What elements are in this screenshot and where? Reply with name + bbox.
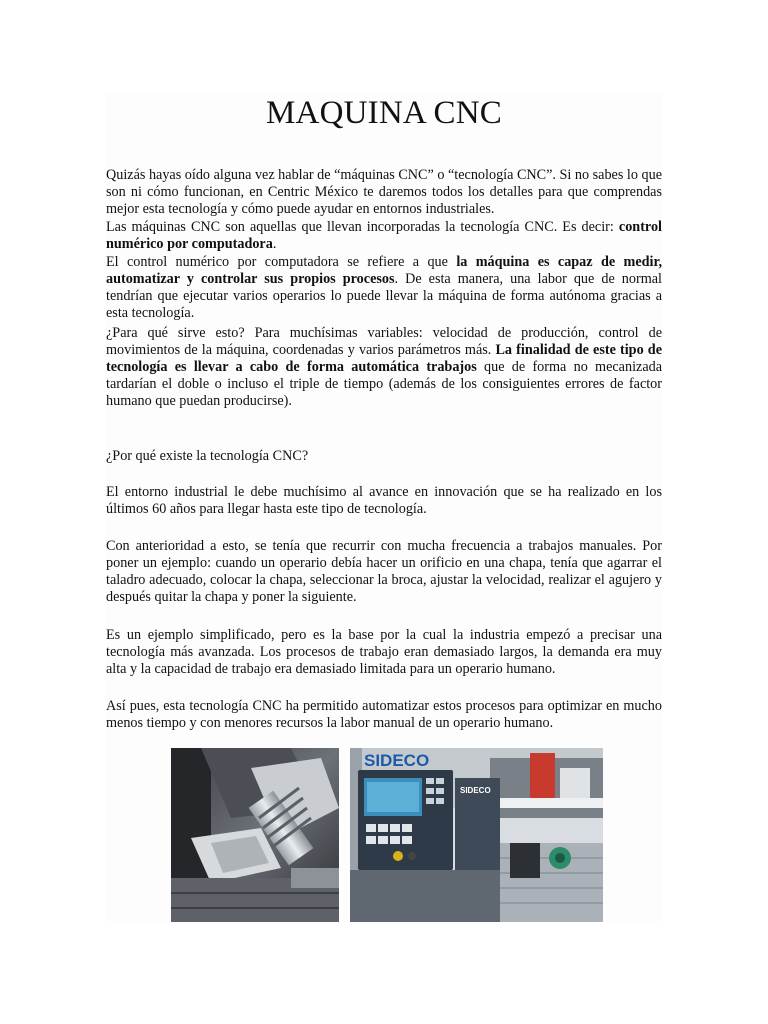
paragraph-control: El control numérico por computadora se refiere a que la máquina es capaz de medir, automatizar y controlar sus propios procesos. De esta manera, una labor que de normal tendrían que ejecutar varios operarios lo puede llevar la máquina de forma autónoma gracias a esta tecnología. [106, 254, 662, 322]
cnc-control-station-photo [350, 748, 603, 922]
cnc-milling-illustration [171, 748, 339, 922]
panel-logo: SIDECO [460, 786, 491, 795]
bold-phrase: la máquina es capaz de medir, automatizar y controlar sus propios procesos [106, 254, 662, 288]
paragraph-definition: Las máquinas CNC son aquellas que llevan incorporadas la tecnología CNC. Es decir: control numérico por computadora. [106, 219, 662, 253]
cnc-milling-photo [171, 748, 339, 922]
bold-phrase: La finalidad de este tipo de tecnología es llevar a cabo de forma automática trabajos [106, 342, 662, 376]
cnc-station-illustration [350, 748, 603, 922]
paragraph-conclusion: Así pues, esta tecnología CNC ha permitido automatizar estos procesos para optimizar en mucho menos tiempo y con menores recursos la labor manual de un operario humano. [106, 698, 662, 732]
bold-phrase: control numérico por computadora [106, 219, 662, 253]
sideco-logo: SIDECO [364, 751, 430, 770]
document-title: MAQUINA CNC [266, 95, 502, 131]
paragraph-purpose: ¿Para qué sirve esto? Para muchísimas variables: velocidad de producción, control de movimientos de la máquina, coordenadas y varios parámetros más. La finalidad de este tipo de tecnología es llevar a cabo de forma automática trabajos que de forma no mecanizada tardarían el doble o incluso el triple de tiempo (además de los consiguientes errores de factor humano que puedan producirse). [106, 325, 663, 410]
section-heading: ¿Por qué existe la tecnología CNC? [106, 448, 309, 464]
paragraph-history: El entorno industrial le debe muchísimo al avance en innovación que se ha realizado en los últimos 60 años para llegar hasta este tipo de tecnología. [106, 484, 662, 518]
document-page [106, 92, 662, 922]
paragraph-example: Es un ejemplo simplificado, pero es la base por la cual la industria empezó a precisar una tecnología más avanzada. Los procesos de trabajo eran demasiado largos, la demanda era muy alta y la capacidad de trabajo era demasiado limitada para un operario humano. [106, 627, 662, 678]
paragraph-intro: Quizás hayas oído alguna vez hablar de “máquinas CNC” o “tecnología CNC”. Si no sabes lo que son ni cómo funcionan, en Centric México te daremos todos los detalles para que comprendas mejor esta tecnología y cómo puede ayudar en entornos industriales. [106, 167, 662, 218]
paragraph-manual-work: Con anterioridad a esto, se tenía que recurrir con mucha frecuencia a trabajos manuales. Por poner un ejemplo: cuando un operario debía hacer un orificio en una chapa, tenía que agarrar el taladro adecuado, colocar la chapa, seleccionar la broca, ajustar la velocidad, realizar el agujero y después quitar la chapa y poner la siguiente. [106, 538, 662, 606]
